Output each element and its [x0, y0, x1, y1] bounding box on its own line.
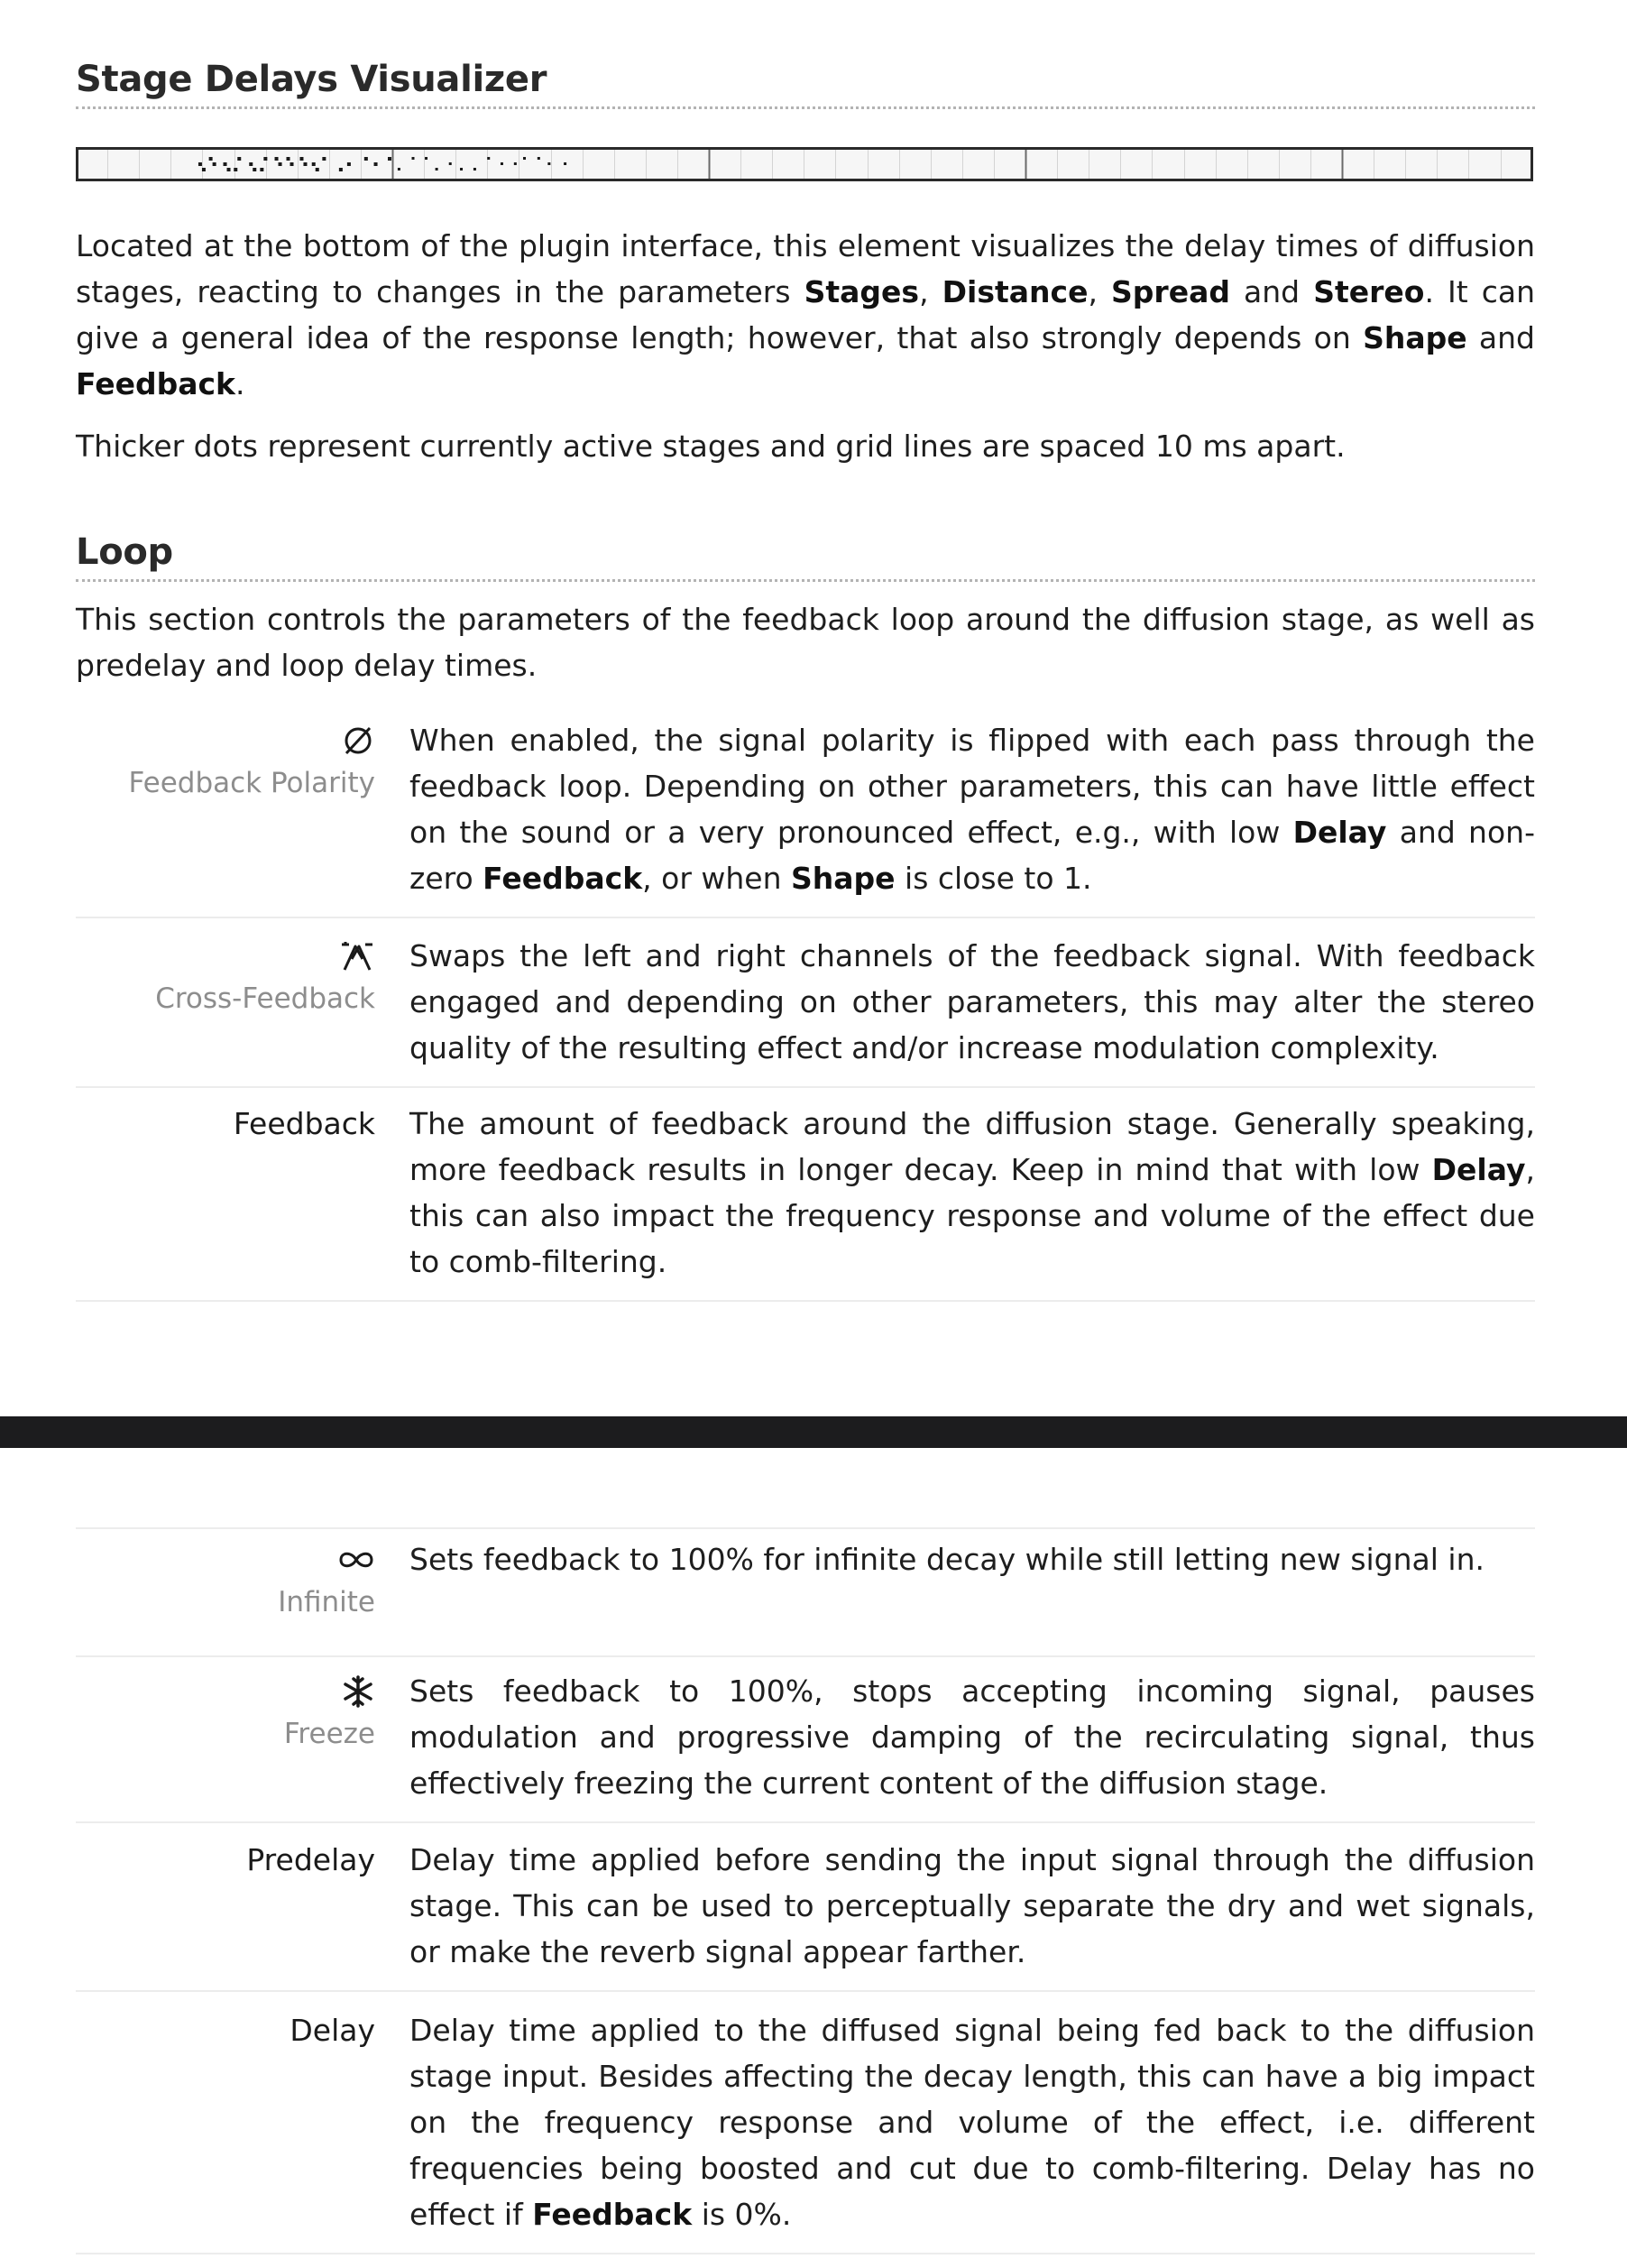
param-description: Swaps the left and right channels of the feedback signal. With feedback engaged and depending on other parameters, this may alter the stereo quality of the resulting effect and/or increase modulation complexity.: [409, 938, 1535, 1065]
stage-dot: [460, 168, 463, 171]
param-header: [76, 1101, 375, 1147]
text: is 0%.: [692, 2197, 792, 2232]
stage-dot: [514, 162, 517, 165]
visualizer-graphic: [76, 147, 1533, 181]
stage-dot: [303, 162, 307, 166]
stage-dot: [312, 162, 316, 166]
cross-feedback-icon[interactable]: [76, 933, 375, 978]
stage-dot: [436, 168, 438, 171]
param-description: [409, 1101, 1535, 1285]
stage-dot: [275, 157, 279, 161]
param-description: Sets feedback to 100%, stops accepting incoming signal, pauses modulation and progressive damping of the recirculating signal, thus effectively freezing the current content of the diffusion stage.: [409, 1673, 1535, 1801]
param-label: Feedback Polarity: [128, 767, 375, 799]
stage-dot: [347, 162, 351, 166]
stage-dot: [227, 168, 231, 171]
stage-dot: [547, 162, 550, 165]
text: When enabled, the signal polarity is flipped with each pass through the feedback loop. Depending on other parameters, this can have little effect on the sound or a very pronounced effect, e.g., with low: [409, 723, 1535, 850]
paragraph: [76, 223, 1535, 407]
stage-dot: [339, 168, 343, 171]
text: and non-zero: [409, 815, 1535, 896]
stage-dot: [224, 162, 227, 166]
param-row-delay: [76, 2007, 1535, 2254]
text: The amount of feedback around the diffusion stage. Generally speaking, more feedback results in longer decay. Keep in mind that with low: [409, 1106, 1535, 1187]
param-label: Delay: [290, 2013, 375, 2048]
stage-dot: [287, 157, 290, 161]
stage-dot: [538, 157, 540, 160]
stage-dot: [364, 157, 368, 161]
stage-dot: [412, 157, 415, 160]
param-ref: Stereo: [1313, 274, 1425, 309]
text: and: [1229, 274, 1314, 309]
param-description: Delay time applied before sending the input signal through the diffusion stage. This can be used to perceptually separate the dry and wet signals, or make the reverb signal appear farther.: [409, 1842, 1535, 1969]
param-ref: Shape: [791, 861, 896, 896]
param-row-predelay: [76, 1837, 1535, 1992]
text: , or when: [642, 861, 791, 896]
param-row-feedback: [76, 1101, 1535, 1302]
param-ref: Delay: [1431, 1152, 1526, 1187]
stage-delays-description: [76, 223, 1535, 469]
param-ref: Spread: [1111, 274, 1230, 309]
param-description: [409, 717, 1535, 901]
param-description: Sets feedback to 100% for infinite decay while still letting new signal in.: [409, 1542, 1485, 1577]
loop-section: [76, 529, 1535, 688]
stage-dot: [213, 162, 216, 166]
stage-dot: [299, 157, 303, 161]
snowflake-icon[interactable]: [76, 1668, 375, 1713]
stage-dot: [234, 168, 237, 171]
title-rule: [76, 579, 1535, 582]
stage-dot: [198, 162, 202, 166]
param-label: Infinite: [278, 1586, 375, 1618]
stage-dot: [388, 157, 391, 161]
stage-dot: [202, 168, 206, 171]
stage-dot: [501, 162, 503, 165]
stage-dot: [260, 168, 263, 171]
text: Located at the bottom of the plugin interface, this element visualizes the delay times of diffusion stages, reacting to changes in the parameters: [76, 228, 1535, 309]
polarity-icon[interactable]: [76, 717, 375, 762]
param-row-infinite: [76, 1527, 1535, 1657]
stage-dot: [279, 162, 282, 166]
stage-dot: [564, 162, 566, 165]
stage-dot: [487, 157, 490, 160]
param-label: Feedback: [233, 1106, 375, 1141]
param-label: Cross-Feedback: [155, 982, 375, 1015]
stage-dot: [316, 168, 319, 171]
param-header: [76, 2007, 375, 2053]
stage-dot: [322, 157, 326, 161]
page-break-band: [0, 1416, 1627, 1448]
stage-dot: [398, 168, 400, 171]
text: . It can give a general idea of the response length; however, that also strongly depends on: [76, 274, 1536, 355]
text: , this can also impact the frequency response and volume of the effect due to comb-filtering.: [409, 1152, 1535, 1279]
stage-delays-section: [76, 56, 1535, 109]
param-header: [76, 933, 375, 1019]
param-row-freeze: [76, 1668, 1535, 1823]
param-header: [76, 717, 375, 804]
param-row-feedback-polarity: [76, 717, 1535, 918]
param-row-cross-feedback: [76, 933, 1535, 1088]
stage-dot: [473, 168, 476, 171]
infinity-icon[interactable]: [76, 1536, 375, 1581]
stage-dot: [209, 157, 213, 161]
stage-dot: [237, 157, 241, 161]
stage-dot: [449, 162, 452, 165]
param-header: [76, 1536, 375, 1623]
param-ref: Distance: [942, 274, 1089, 309]
stage-delays-visualizer: [76, 147, 1533, 181]
param-label: Freeze: [283, 1718, 375, 1750]
stage-dot: [249, 162, 253, 166]
stage-dot: [263, 157, 267, 161]
param-ref: Feedback: [483, 861, 643, 896]
param-label: Predelay: [246, 1842, 375, 1877]
text: ,: [919, 274, 942, 309]
param-ref: Shape: [1363, 320, 1467, 355]
param-description: [409, 2007, 1535, 2237]
param-header: [76, 1668, 375, 1755]
param-ref: Feedback: [76, 366, 235, 401]
param-ref: Delay: [1292, 815, 1387, 850]
text: and: [1466, 320, 1535, 355]
param-ref: Feedback: [532, 2197, 693, 2232]
stage-dot: [374, 162, 378, 166]
text: Delay time applied to the diffused signal being fed back to the diffusion stage input. Besides affecting the decay length, this can have a big impact on the frequency response and volume of the effect, i.e. different frequencies being boosted and cut due to comb-filtering. Delay has no effect if: [409, 2013, 1535, 2232]
stage-dot: [425, 157, 427, 160]
loop-intro: This section controls the parameters of the feedback loop around the diffusion stage, as well as predelay and loop delay times.: [76, 602, 1535, 683]
stage-dot: [253, 168, 256, 171]
section-title-loop: Loop: [76, 531, 173, 573]
title-rule: [76, 106, 1535, 109]
text: ,: [1088, 274, 1112, 309]
stage-dot: [523, 157, 526, 160]
paragraph: Thicker dots represent currently active stages and grid lines are spaced 10 ms apart.: [76, 429, 1346, 464]
text: is close to 1.: [895, 861, 1092, 896]
text: .: [235, 366, 245, 401]
stage-dot: [290, 162, 294, 166]
param-header: [76, 1837, 375, 1883]
param-ref: Stages: [804, 274, 920, 309]
section-title-stage-delays: Stage Delays Visualizer: [76, 59, 547, 100]
